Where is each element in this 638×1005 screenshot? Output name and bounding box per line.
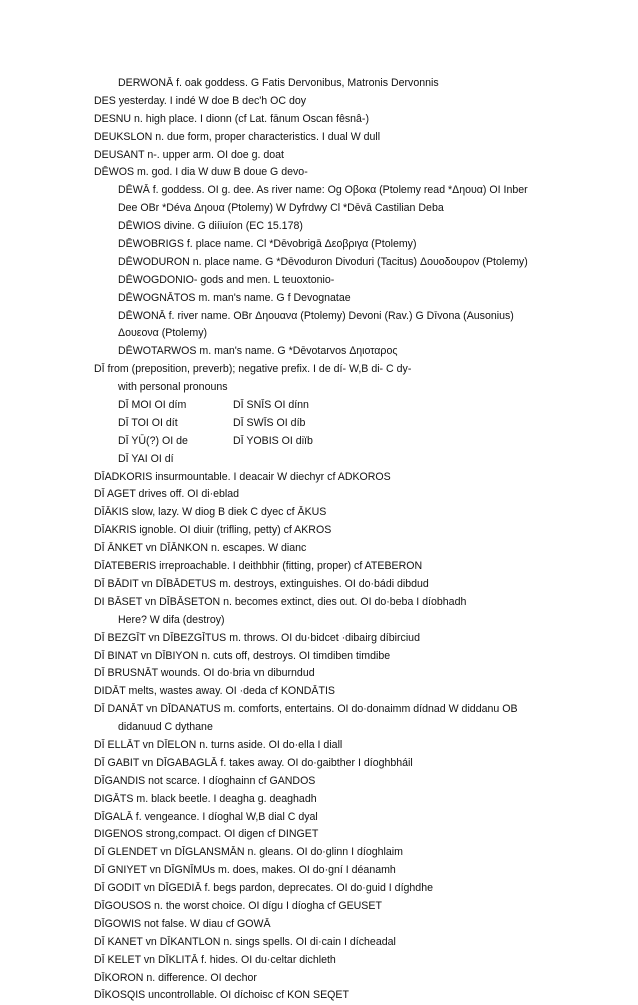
text-line: DĪATEBERIS irreproachable. I deithbhir (fitting, proper) cf ATEBERON [94, 560, 423, 573]
text-line: didanuud C dythane [118, 721, 213, 734]
text-line: DĪ BEZGĪT vn DĪBEZGĪTUS m. throws. OI du·bidcet ·dibairg díbirciud [94, 631, 420, 644]
text-line: DĪ GODIT vn DĪGEDIĀ f. begs pardon, deprecates. OI do·guid I díghdhe [94, 882, 433, 895]
pronoun-row [94, 433, 618, 451]
text-line: DĪAKRIS ignoble. OI diuir (trifling, petty) cf AKROS [94, 524, 332, 537]
text-line: DI BĀSET vn DĪBĀSETON n. becomes extinct, dies out. OI do·beba I díobhadh [94, 595, 467, 608]
text-line: DĪ GLENDET vn DĪGLANSMĀN n. gleans. OI do·glinn I díoghlaim [94, 846, 403, 859]
text-line: DĪ ĀNKET vn DĪĀNKON n. escapes. W dianc [94, 542, 307, 555]
text-line: DĪ AGET drives off. OI di·eblad [94, 488, 240, 501]
pronoun-singular: DĪ MOI OI dím [118, 399, 187, 412]
text-line: DERWONĀ f. oak goddess. G Fatis Dervonibus, Matronis Dervonnis [118, 77, 439, 89]
pronoun-plural: DĪ SNĪS OI dínn [233, 399, 309, 412]
text-line: DĪ BINAT vn DĪBIYON n. cuts off, destroys. OI timdiben timdibe [94, 649, 391, 662]
text-line: DIGĀTS m. black beetle. I deagha g. deaghadh [94, 792, 317, 805]
text-line: DĪGANDIS not scarce. I díoghainn cf GANDOS [94, 774, 316, 787]
pronoun-plural: DĪ SWĪS OI díb [233, 416, 306, 429]
text-line: DĪ BRUSNĀT wounds. OI do·bria vn diburndud [94, 667, 315, 680]
pronoun-row [94, 415, 618, 433]
text-line: Here? W difa (destroy) [118, 613, 225, 626]
text-line: DĒWĀ f. goddess. OI g. dee. As river name: Og Οβοκα (Ptolemy read *Δηουα) OI Inber [118, 184, 528, 197]
text-line: Δουεονα (Ptolemy) [118, 327, 208, 340]
text-line: DĪGOUSOS n. the worst choice. OI dígu I díogha cf GEUSET [94, 899, 382, 912]
text-line: DĪ DANĀT vn DĪDANATUS m. comforts, entertains. OI do·donaimm dídnad W diddanu OB [94, 703, 518, 716]
text-line: DĪ from (preposition, preverb); negative prefix. I de dí- W,B di- C dy- [94, 363, 412, 376]
text-line: DEUKSLON n. due form, proper characteristics. I dual W dull [94, 130, 381, 143]
pronoun-row [94, 451, 618, 469]
text-line: DIGENOS strong,compact. OI digen cf DINGET [94, 828, 319, 841]
text-line: DĪADKORIS insurmountable. I deacair W diechyr cf ADKOROS [94, 470, 391, 483]
pronoun-row [94, 397, 618, 415]
text-line: DĒWIOS divine. G diíiuíon (EC 15.178) [118, 220, 303, 233]
text-line: DĪ KELET vn DĪKLITĀ f. hides. OI du·celtar dichleth [94, 953, 336, 966]
text-line: DĒWOS m. god. I dia W duw B doue G devo- [94, 166, 308, 179]
text-line: DĒWOBRIGS f. place name. Cl *Dēvobrigā Δεοβριγα (Ptolemy) [118, 238, 417, 251]
text-line: DĒWOGDONIO- gods and men. L teuoxtonio- [118, 273, 335, 286]
text-line: DĪ KANET vn DĪKANTLON n. sings spells. OI di·cain I dícheadal [94, 935, 396, 948]
text-line: DĪ GNIYET vn DĪGNĪMUs m. does, makes. OI do·gní I déanamh [94, 864, 396, 877]
text-line: DĪĀKIS slow, lazy. W diog B diek C dyec cf ĀKUS [94, 506, 327, 519]
pronoun-singular: DĪ TOI OI dít [118, 416, 178, 429]
text-line: DESNU n. high place. I dionn (cf Lat. fānum Oscan fêsnâ-) [94, 112, 369, 125]
text-line: DĪKOSQIS uncontrollable. OI díchoisc cf KON SEQET [94, 989, 349, 1002]
pronoun-plural: DĪ YOBIS OI diïb [233, 434, 313, 447]
pronoun-singular: DĪ YŪ(?) OI de [118, 434, 188, 447]
text-line: with personal pronouns [118, 381, 228, 394]
text-line: DĒWOGNĀTOS m. man's name. G f Devognatae [118, 291, 351, 304]
text-line: DES yesterday. I indé W doe B dec'h OC doy [94, 94, 307, 107]
text-line: DĪ BĀDIT vn DĪBĀDETUS m. destroys, extinguishes. OI do·bádi dibdud [94, 577, 429, 590]
dictionary-text [94, 75, 618, 1005]
text-line: DEUSANT n-. upper arm. OI doe g. doat [94, 148, 284, 161]
text-line: DĒWONĀ f. river name. OBr Δηουανα (Ptolemy) Devoni (Rav.) G Dīvona (Ausonius) [118, 309, 514, 322]
text-line: DĪ GABIT vn DĪGABAGLĀ f. takes away. OI do·gaibther I díoghbháil [94, 756, 413, 769]
text-line: DĒWODURON n. place name. G *Dēvoduron Divoduri (Tacitus) Δουοδουρον (Ptolemy) [118, 255, 528, 268]
pronoun-singular: DĪ YAI OI dí [118, 452, 174, 465]
text-line: DĪ ELLĀT vn DĪELON n. turns aside. OI do·ella I diall [94, 738, 343, 751]
text-line: DĪGOWIS not false. W diau cf GOWĀ [94, 917, 271, 930]
text-line: Dee OBr *Déva Δηουα (Ptolemy) W Dyfrdwy Cl *Dēvā Castilian Deba [118, 202, 444, 215]
text-line: DĪKORON n. difference. OI dechor [94, 971, 257, 984]
text-line: DĪGALĀ f. vengeance. I díoghal W,B dial C dyal [94, 810, 318, 823]
text-line: DIDĀT melts, wastes away. OI ·deda cf KONDĀTIS [94, 685, 335, 698]
text-line: DĒWOTARWOS m. man's name. G *Dēvotarvos Δηιοταρος [118, 345, 398, 358]
